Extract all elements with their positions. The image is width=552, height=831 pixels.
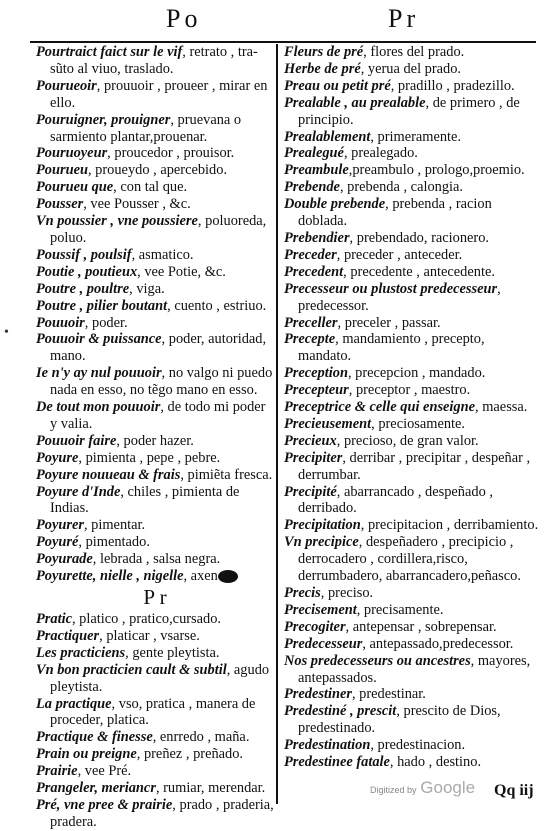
dictionary-entry <box>36 517 274 534</box>
dictionary-entry <box>36 645 274 662</box>
dictionary-entry <box>284 129 540 146</box>
dictionary-entry <box>36 763 274 780</box>
entry-headword: Practiquer <box>36 627 100 644</box>
entry-headword: De tout mon pouuoir <box>36 399 161 416</box>
dictionary-entry <box>36 797 274 831</box>
entry-headword: Preau ou petit pré <box>284 77 391 94</box>
entry-translation: , yerua del prado. <box>360 60 462 77</box>
entry-translation: , platicar , vsarse. <box>99 627 200 644</box>
entry-translation: , asmatico. <box>131 246 194 263</box>
entry-headword: Precis <box>284 585 321 601</box>
entry-headword: Poyurade <box>36 551 93 568</box>
entry-headword: Precesseur ou plustost predecesseur <box>284 280 498 297</box>
entry-translation: , prebenda , racion doblada. <box>298 196 492 230</box>
entry-translation: , viga. <box>129 280 165 297</box>
dictionary-entry <box>284 737 540 754</box>
dictionary-entry <box>284 636 540 653</box>
dictionary-entry <box>36 78 274 112</box>
column-separator <box>276 44 278 804</box>
entry-headword: Pouuoir & puissance <box>36 331 162 348</box>
dictionary-entry <box>36 662 274 696</box>
dictionary-entry <box>36 534 274 551</box>
entry-translation: , proucedor , prouisor. <box>107 145 235 162</box>
dictionary-entry <box>284 433 540 450</box>
entry-headword: Poyurette, nielle , nigelle <box>36 568 184 585</box>
dictionary-entry <box>284 247 540 264</box>
dictionary-entry <box>284 517 540 534</box>
entry-headword: Preception <box>284 365 348 382</box>
entry-headword: Poutre , pilier boutant <box>36 297 168 314</box>
dictionary-entry <box>284 145 540 162</box>
entry-translation: , lebrada , salsa negra. <box>92 551 221 568</box>
entry-headword: Pourtraict faict sur le vif <box>36 44 183 60</box>
entry-translation: , flores del prado. <box>363 44 465 60</box>
entry-translation: , platico , pratico,cursado. <box>71 611 222 627</box>
entry-translation: , poder. <box>84 314 128 331</box>
entry-headword: Prain ou preigne <box>36 746 137 763</box>
entry-translation: , de todo mi poder y valia. <box>50 399 266 432</box>
entry-translation: , enrredo , maña. <box>152 729 250 746</box>
dictionary-entry <box>284 703 540 737</box>
dictionary-entry <box>284 331 540 365</box>
entry-headword: Poyure d'Inde <box>36 483 121 500</box>
entry-headword: Nos predecesseurs ou ancestres <box>284 652 471 669</box>
dictionary-entry <box>36 696 274 730</box>
entry-headword: Preceptrice & celle qui enseigne <box>284 399 476 416</box>
entry-translation: , preceptor , maestro. <box>348 382 471 399</box>
entry-headword: Poutre , poultre <box>36 280 130 297</box>
entry-headword: Preambule <box>284 162 349 179</box>
header-rule <box>30 41 536 43</box>
entry-translation: , vee Pré. <box>77 763 132 780</box>
entry-headword: Prebendier <box>284 229 350 246</box>
entry-headword: Fleurs de pré <box>284 44 364 60</box>
entry-headword: Poussif , poulsif <box>36 246 132 263</box>
entry-headword: Vn precipice <box>284 534 359 551</box>
dictionary-entry <box>36 746 274 763</box>
entry-translation: , pimiẽta fresca. <box>180 466 273 483</box>
left-column <box>36 44 274 831</box>
entry-translation: , cuento , estriuo. <box>167 297 267 314</box>
dictionary-entry <box>284 484 540 518</box>
entry-translation: , prouuoir , proueer , mirar en ello. <box>50 77 268 111</box>
entry-translation: , hado , destino. <box>389 754 482 771</box>
entry-headword: Pratic <box>36 611 72 627</box>
dictionary-entry <box>36 213 274 247</box>
entry-headword: Pré, vne pree & prairie <box>36 796 173 813</box>
entry-translation: , poder hazer. <box>116 432 194 449</box>
entry-translation: , mayores, antepassados. <box>298 652 531 686</box>
dictionary-entry <box>284 754 540 771</box>
entry-translation: , preceder , anteceder. <box>336 246 463 263</box>
entry-headword: Preceller <box>284 314 338 331</box>
entry-translation: , vso, pratica , manera de proceder, platica. <box>50 695 256 729</box>
entry-headword: Pouruoyeur <box>36 145 108 162</box>
entry-translation: , prebendado, racionero. <box>349 229 489 246</box>
entry-headword: Predecesseur <box>284 635 363 652</box>
dictionary-entry <box>36 780 274 797</box>
entry-translation: , precipitacion , derribamiento. <box>360 517 539 534</box>
entry-translation: , despeñadero , precipicio , derrocadero , cordillera,risco, derrumbadero, abarrancadero,peñasco. <box>298 534 521 585</box>
entry-translation: , precepcion , mandado. <box>347 365 486 382</box>
dictionary-entry <box>284 399 540 416</box>
entry-headword: Prealable , au prealable <box>284 94 426 111</box>
entry-headword: Precipiter <box>284 449 343 466</box>
entry-headword: Pourueu <box>36 162 88 179</box>
entry-translation: , preceler , passar. <box>337 314 441 331</box>
dictionary-entry <box>36 281 274 298</box>
dictionary-entry <box>284 534 540 585</box>
entry-headword: Predestiné , prescit <box>284 703 397 720</box>
entry-headword: Predestiner <box>284 686 352 703</box>
dictionary-entry <box>36 247 274 264</box>
entry-translation: , derribar , precipitar , despeñar , derrumbar. <box>298 449 531 483</box>
entry-translation: , poluoreda, poluo. <box>50 213 267 246</box>
dictionary-entry <box>284 315 540 332</box>
entry-headword: Predestination <box>284 737 371 754</box>
entry-headword: Prebende <box>284 179 340 196</box>
entry-translation: , rumiar, merendar. <box>155 780 266 797</box>
dictionary-entry <box>284 78 540 95</box>
dictionary-entry <box>284 416 540 433</box>
entry-headword: Precipité <box>284 483 337 500</box>
dictionary-entry <box>36 568 274 585</box>
entry-translation: , poder, autoridad, mano. <box>50 331 267 365</box>
dictionary-entry <box>36 179 274 196</box>
entry-headword: Pourueoir <box>36 77 97 94</box>
right-entries <box>284 44 540 771</box>
entry-translation: , pimentado. <box>78 534 150 551</box>
entry-translation: , prescito de Dios, predestinado. <box>298 703 501 737</box>
entry-translation: , preciso. <box>320 585 374 601</box>
entry-translation: , vee Potie, &c. <box>137 263 226 280</box>
entry-translation: , precedente , antecedente. <box>343 263 495 280</box>
dictionary-entry <box>36 331 274 365</box>
entry-headword: Pouruigner, prouigner <box>36 111 171 128</box>
entry-headword: Poutie , poutieux <box>36 263 138 280</box>
dictionary-entry <box>284 281 540 315</box>
entry-translation: , retrato , tra-sũto al viuo, traslado. <box>50 44 258 77</box>
entry-headword: Poyuré <box>36 534 79 551</box>
entry-headword: Precieux <box>284 432 337 449</box>
entry-headword: Precogiter <box>284 618 346 635</box>
dictionary-entry <box>284 44 540 61</box>
entry-headword: Precedent <box>284 263 344 280</box>
entry-translation: , primeramente. <box>370 128 462 145</box>
dictionary-entry <box>284 619 540 636</box>
digitized-label: Digitized by <box>370 785 417 795</box>
entry-translation: , preciosamente. <box>371 415 466 432</box>
entry-translation: , pimienta , pepe , pebre. <box>78 449 221 466</box>
dictionary-entry <box>284 686 540 703</box>
signature-mark: Qq iij <box>494 782 534 799</box>
entry-headword: Prealegué <box>284 145 344 162</box>
entry-translation: , antepassado,predecessor. <box>362 635 514 652</box>
entry-headword: Pourueu que <box>36 179 114 196</box>
entry-headword: Pouuoir <box>36 314 85 331</box>
dictionary-entry <box>36 196 274 213</box>
entry-headword: Les practiciens <box>36 644 126 661</box>
entry-translation: , pruevana o sarmiento plantar,prouenar. <box>50 111 242 145</box>
entry-translation: , agudo pleytista. <box>50 661 270 695</box>
entry-translation: , prealegado. <box>343 145 418 162</box>
entry-headword: Prairie <box>36 763 78 780</box>
dictionary-entry <box>36 467 274 484</box>
entry-translation: , predestinacion. <box>370 737 466 754</box>
dictionary-entry <box>284 95 540 129</box>
entry-headword: Precepteur <box>284 382 349 399</box>
entry-translation: ,preambulo , prologo,proemio. <box>348 162 525 179</box>
entry-headword: Precisement <box>284 601 357 618</box>
dictionary-entry <box>284 653 540 687</box>
dictionary-entry <box>36 399 274 433</box>
entry-headword: Ie n'y ay nul pouuoir <box>36 365 162 382</box>
entry-headword: Poyure nouueau & frais <box>36 466 181 483</box>
entry-translation: , preñez , preñado. <box>136 746 244 763</box>
entry-headword: Poyure <box>36 449 79 466</box>
entry-headword: Prealablement <box>284 128 371 145</box>
entry-translation: , predecessor. <box>298 280 501 314</box>
entry-translation: , antepensar , sobrepensar. <box>345 618 497 635</box>
dictionary-entry <box>284 264 540 281</box>
entry-translation: , precisamente. <box>356 601 444 618</box>
entry-translation: , pimentar. <box>83 517 146 534</box>
entry-headword: Vn bon practicien cault & subtil <box>36 661 227 678</box>
dictionary-entry <box>36 484 274 518</box>
dictionary-entry <box>36 264 274 281</box>
dictionary-entry <box>36 611 274 628</box>
dictionary-entry <box>36 628 274 645</box>
margin-mark: • <box>4 325 9 340</box>
entry-headword: Prangeler, meriancr <box>36 780 156 797</box>
dictionary-entry <box>284 382 540 399</box>
entry-translation: , vee Pousser , &c. <box>83 196 191 213</box>
digitized-footer <box>370 778 475 798</box>
entry-headword: Herbe de pré <box>284 60 361 77</box>
entry-translation: , con tal que. <box>113 179 188 196</box>
dictionary-entry <box>284 230 540 247</box>
entry-translation: , abarrancado , despeñado , derribado. <box>298 483 493 517</box>
entry-headword: Preceder <box>284 246 337 263</box>
dictionary-entry <box>284 602 540 619</box>
dictionary-entry <box>284 450 540 484</box>
entry-translation: , proueydo , apercebido. <box>87 162 228 179</box>
section-subheading: P r <box>143 585 167 609</box>
entry-translation: , chiles , pimienta de Indias. <box>50 483 240 517</box>
dictionary-entry <box>36 112 274 146</box>
dictionary-entry <box>36 450 274 467</box>
entry-translation: , predestinar. <box>351 686 426 703</box>
entry-translation: , prado , praderia, pradera. <box>50 796 274 830</box>
entry-translation: , de primero , de principio. <box>298 94 520 128</box>
dictionary-entry <box>284 196 540 230</box>
entry-headword: Precipitation <box>284 517 361 534</box>
running-head-left: Po <box>166 4 202 33</box>
running-head-right: Pr <box>388 4 420 33</box>
dictionary-entry <box>36 44 274 78</box>
dictionary-entry <box>284 365 540 382</box>
entry-translation: , gente pleytista. <box>125 644 220 661</box>
dictionary-entry <box>36 433 274 450</box>
left-entries-2 <box>36 611 274 831</box>
entry-headword: La practique <box>36 695 112 712</box>
entry-translation: , maessa. <box>475 399 528 416</box>
entry-translation: , prebenda , calongia. <box>339 179 464 196</box>
left-entries <box>36 44 274 585</box>
entry-headword: Practique & finesse <box>36 729 153 746</box>
dictionary-entry <box>284 585 540 602</box>
entry-headword: Predestinee fatale <box>284 754 390 771</box>
entry-translation: , axen <box>183 568 218 585</box>
entry-headword: Double prebende <box>284 196 386 213</box>
entry-headword: Pouuoir faire <box>36 432 117 449</box>
entry-headword: Precepte <box>284 331 336 348</box>
dictionary-entry <box>36 729 274 746</box>
entry-headword: Precieusement <box>284 415 372 432</box>
entry-headword: Vn poussier , vne poussiere <box>36 213 198 230</box>
ink-blot <box>218 570 238 583</box>
dictionary-entry <box>284 162 540 179</box>
dictionary-entry <box>36 298 274 315</box>
dictionary-entry <box>36 145 274 162</box>
entry-headword: Pousser <box>36 196 84 213</box>
google-logo: Google <box>420 778 476 797</box>
dictionary-entry <box>36 162 274 179</box>
dictionary-entry <box>284 61 540 78</box>
right-column <box>284 44 540 771</box>
entry-translation: , precioso, de gran valor. <box>336 432 479 449</box>
entry-translation: , no valgo ni puedo nada en esso, no tẽgo mano en esso. <box>50 365 273 399</box>
dictionary-entry <box>36 365 274 399</box>
dictionary-entry <box>284 179 540 196</box>
entry-translation: , mandamiento , precepto, mandato. <box>298 331 485 365</box>
dictionary-entry <box>36 315 274 332</box>
entry-headword: Poyurer <box>36 517 84 534</box>
dictionary-entry <box>36 551 274 568</box>
entry-translation: , pradillo , pradezillo. <box>390 77 515 94</box>
